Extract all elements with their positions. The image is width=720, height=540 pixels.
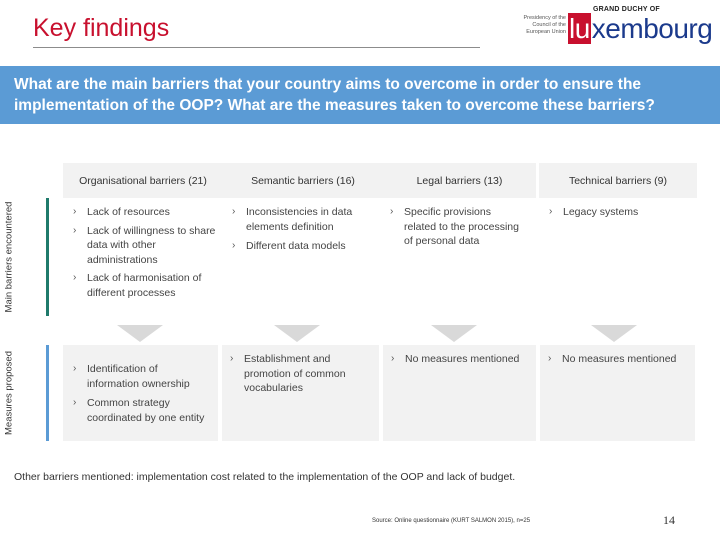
list-item-text: Legacy systems xyxy=(563,206,639,218)
other-barriers-note: Other barriers mentioned: implementation cost related to the implementation of the OOP and lack of budget. xyxy=(14,471,516,483)
list-item-text: No measures mentioned xyxy=(405,353,520,365)
list-item xyxy=(73,205,218,220)
list-item-text: Inconsistencies in data elements definition xyxy=(246,206,353,233)
down-arrow-icon xyxy=(591,325,637,342)
list-item xyxy=(232,239,372,254)
question-text: What are the main barriers that your country aims to overcome in order to ensure the implementation of the OOP? What are the measures taken to overcome these barriers? xyxy=(14,76,655,114)
logo-grand-duchy: GRAND DUCHY OF xyxy=(593,6,660,13)
measures-semantic xyxy=(222,345,379,441)
down-arrow-icon xyxy=(431,325,477,342)
measures-technical xyxy=(540,345,695,441)
source-note: Source: Online questionnaire (KURT SALMON 2015), n=25 xyxy=(372,518,531,524)
bullet-chevron-icon: › xyxy=(391,353,395,364)
down-arrow-icon xyxy=(117,325,163,342)
measures-organisational xyxy=(63,345,218,441)
bullet-chevron-icon: › xyxy=(73,206,77,217)
bullet-chevron-icon: › xyxy=(548,353,552,364)
luxembourg-presidency-logo xyxy=(510,6,713,46)
barriers-technical xyxy=(549,205,689,224)
bullet-chevron-icon: › xyxy=(73,224,77,236)
row-label-barriers xyxy=(0,198,18,316)
list-item-text: Establishment and promotion of common vocabularies xyxy=(244,353,346,394)
slide-title: Key findings xyxy=(33,14,170,42)
column-header-technical: Technical barriers (9) xyxy=(539,163,697,198)
list-item-text: No measures mentioned xyxy=(562,353,677,365)
list-item xyxy=(549,205,689,220)
bullet-chevron-icon: › xyxy=(232,206,236,217)
measures-accent-bar xyxy=(46,345,49,441)
list-item-text: Identification of information ownership xyxy=(87,363,190,390)
list-item xyxy=(232,205,372,234)
bullet-chevron-icon: › xyxy=(73,397,77,408)
row-label-measures-text: Measures proposed xyxy=(3,351,15,435)
list-item-text: Different data models xyxy=(246,240,346,252)
logo-wordmark xyxy=(568,14,712,44)
list-item xyxy=(230,352,373,396)
page-number: 14 xyxy=(663,513,675,527)
column-header-organisational: Organisational barriers (21) xyxy=(63,163,223,198)
measures-legal xyxy=(383,345,536,441)
list-item xyxy=(390,205,525,249)
list-item-text: Common strategy coordinated by one entity xyxy=(87,397,205,424)
title-underline xyxy=(33,47,480,48)
logo-wordmark-lu: lu xyxy=(569,13,590,44)
bullet-chevron-icon: › xyxy=(230,353,234,364)
barriers-organisational xyxy=(73,205,218,304)
list-item xyxy=(73,396,212,425)
list-item-text: Lack of willingness to share data with other administrations xyxy=(87,224,216,266)
list-item-text: Specific provisions related to the processing of personal data xyxy=(404,206,519,247)
down-arrow-icon xyxy=(274,325,320,342)
list-item xyxy=(73,224,218,268)
bullet-chevron-icon: › xyxy=(549,206,553,217)
column-header-legal: Legal barriers (13) xyxy=(383,163,536,198)
logo-presidency-text: Presidency of the Council of the European Union xyxy=(523,15,566,35)
row-label-measures xyxy=(0,345,18,441)
list-item-text: Lack of resources xyxy=(87,206,170,218)
barriers-accent-bar xyxy=(46,198,49,316)
bullet-chevron-icon: › xyxy=(232,240,236,251)
list-item xyxy=(73,362,212,391)
bullet-chevron-icon: › xyxy=(73,272,77,283)
list-item xyxy=(548,352,691,367)
barriers-semantic xyxy=(232,205,372,258)
column-header-semantic: Semantic barriers (16) xyxy=(223,163,383,198)
list-item-text: Lack of harmonisation of different processes xyxy=(87,272,202,299)
row-label-barriers-text: Main barriers encountered xyxy=(3,201,15,313)
list-item xyxy=(73,271,218,300)
list-item xyxy=(391,352,532,367)
question-banner xyxy=(0,66,720,124)
bullet-chevron-icon: › xyxy=(73,363,77,374)
bullet-chevron-icon: › xyxy=(390,206,394,217)
barriers-legal xyxy=(390,205,525,253)
logo-wordmark-rest: xembourg xyxy=(591,13,713,44)
